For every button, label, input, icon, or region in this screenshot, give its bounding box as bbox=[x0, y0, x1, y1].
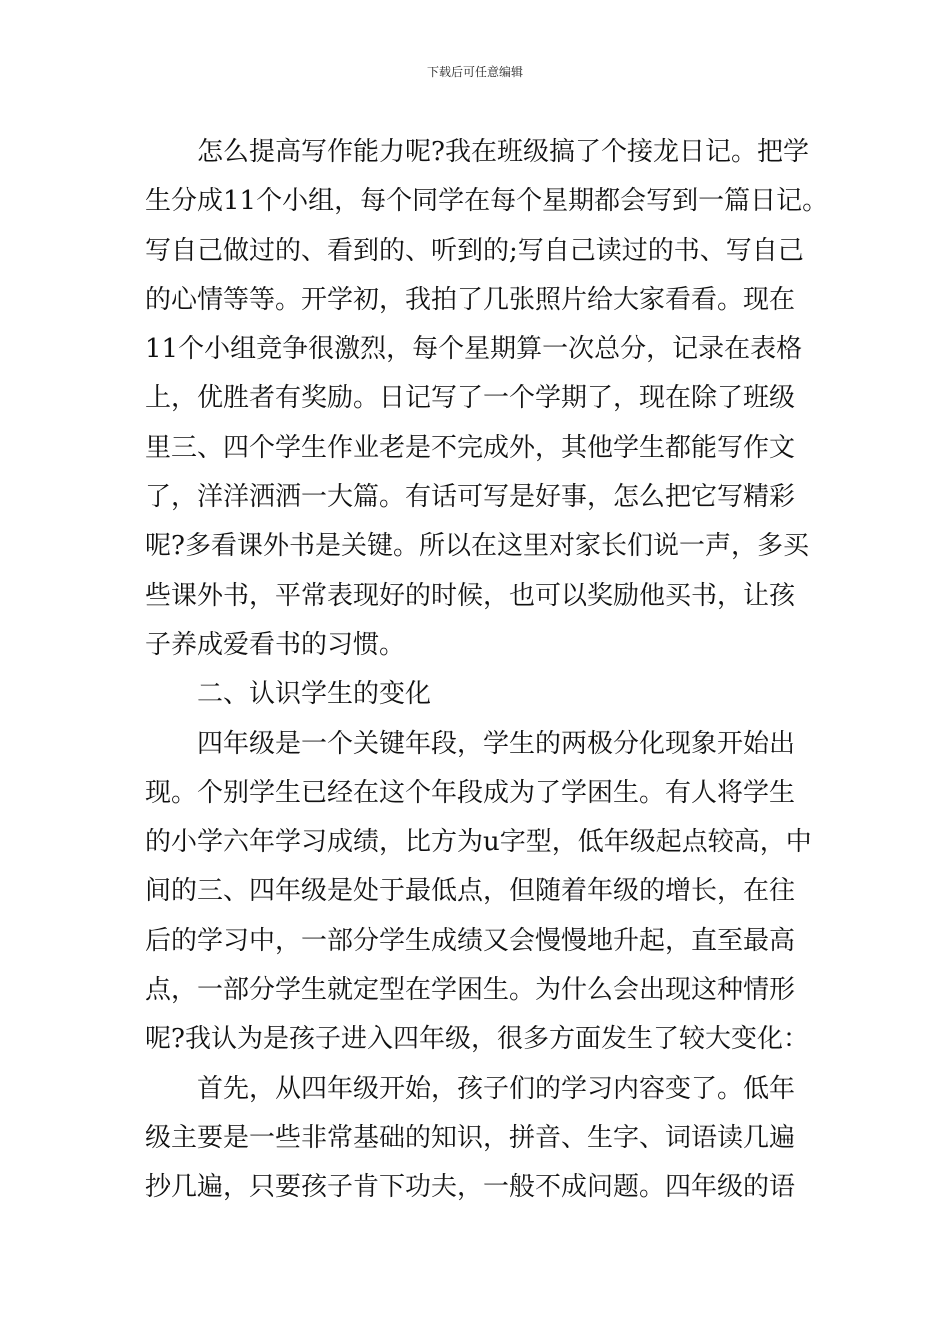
text-line: 些课外书，平常表现好的时候，也可以奖励他买书，让孩 bbox=[145, 580, 796, 611]
text-line: 现。个别学生已经在这个年段成为了学困生。有人将学生 bbox=[145, 777, 796, 808]
document-body bbox=[145, 128, 829, 1213]
text-line: 后的学习中，一部分学生成绩又会慢慢地升起，直至最高 bbox=[145, 925, 796, 956]
text-line: 生分成11个小组，每个同学在每个星期都会写到一篇日记。 bbox=[145, 186, 829, 217]
text-line: 上，优胜者有奖励。日记写了一个学期了，现在除了班级 bbox=[145, 383, 796, 414]
text-line: 间的三、四年级是处于最低点，但随着年级的增长，在往 bbox=[145, 876, 796, 907]
page-header: 下载后可任意编辑 bbox=[426, 65, 523, 79]
text-line: 怎么提高写作能力呢?我在班级搞了个接龙日记。把学 bbox=[197, 137, 809, 167]
text-line: 的小学六年学习成绩，比方为u字型，低年级起点较高，中 bbox=[145, 827, 812, 858]
text-line: 呢?我认为是孩子进入四年级，很多方面发生了较大变化： bbox=[145, 1024, 809, 1055]
text-line: 级主要是一些非常基础的知识，拼音、生字、词语读几遍 bbox=[145, 1122, 796, 1153]
text-line: 了，洋洋洒洒一大篇。有话可写是好事，怎么把它写精彩 bbox=[145, 482, 796, 513]
text-line: 四年级是一个关键年段，学生的两极分化现象开始出 bbox=[197, 728, 796, 759]
text-line: 的心情等等。开学初，我拍了几张照片给大家看看。现在 bbox=[145, 284, 796, 315]
text-line: 呢?多看课外书是关键。所以在这里对家长们说一声，多买 bbox=[145, 531, 809, 562]
text-line: 点，一部分学生就定型在学困生。为什么会出现这种情形 bbox=[145, 975, 796, 1006]
text-line: 写自己做过的、看到的、听到的;写自己读过的书、写自己 bbox=[145, 235, 804, 266]
text-line: 里三、四个学生作业老是不完成外，其他学生都能写作文 bbox=[145, 432, 796, 463]
text-line: 首先，从四年级开始，孩子们的学习内容变了。低年 bbox=[197, 1073, 796, 1104]
text-line: 抄几遍，只要孩子肯下功夫，一般不成问题。四年级的语 bbox=[145, 1172, 796, 1203]
text-line: 11个小组竞争很激烈，每个星期算一次总分，记录在表格 bbox=[145, 334, 803, 365]
text-line: 子养成爱看书的习惯。 bbox=[145, 629, 406, 660]
section-heading: 二、认识学生的变化 bbox=[197, 679, 432, 710]
